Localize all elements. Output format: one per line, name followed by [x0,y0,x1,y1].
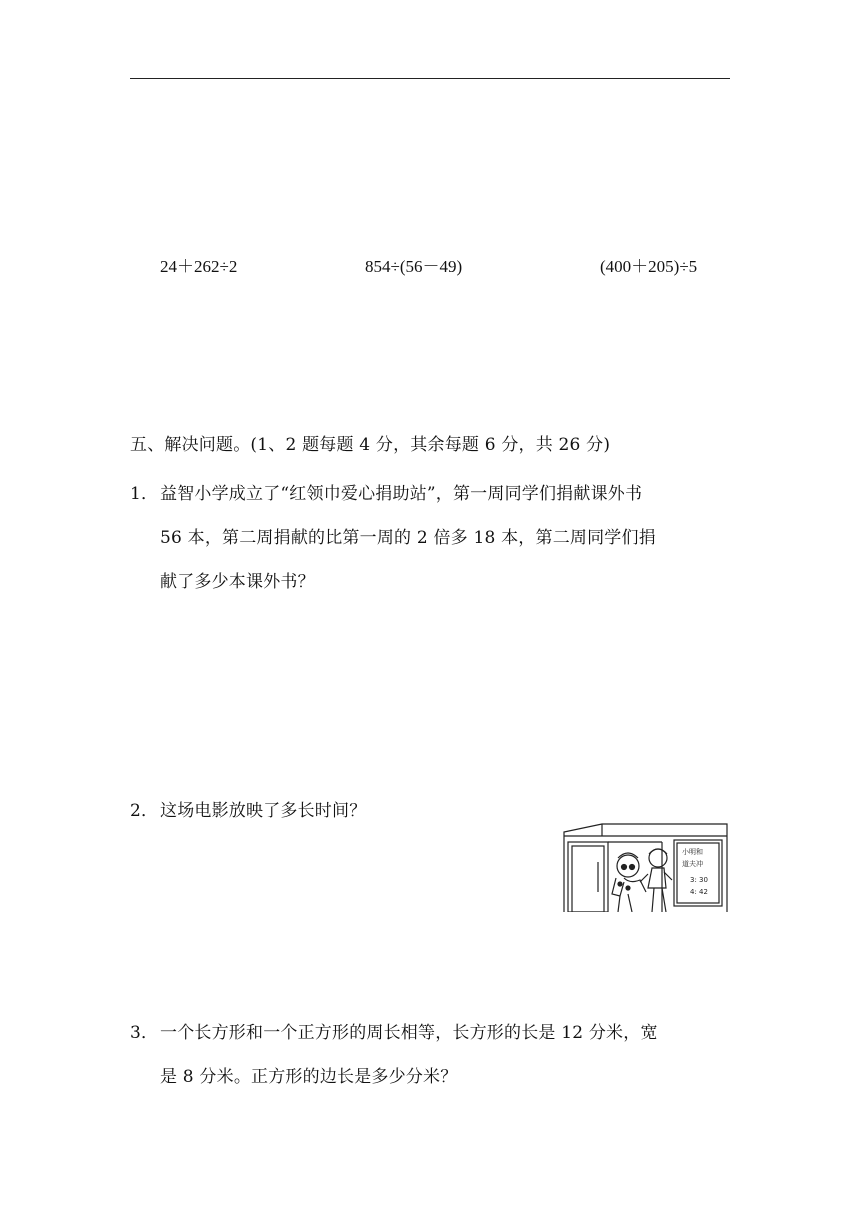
problem-2-line-1: 这场电影放映了多长时间？ [160,801,367,821]
header-rule [130,78,730,79]
problem-1-line-2: 56 本，第二周捐献的比第一周的 2 倍多 18 本，第二周同学们捐 [160,528,656,548]
sign-line-1: 小明和 [682,848,703,856]
sign-line-4: 4: 42 [690,888,708,896]
problem-3-line-1: 一个长方形和一个正方形的周长相等，长方形的长是 12 分米，宽 [160,1023,658,1043]
problem-3-number: 3． [130,1023,159,1043]
section-title: 五、解决问题。(1、2 题每题 4 分，其余每题 6 分，共 26 分) [130,435,611,455]
problem-1-number: 1． [130,484,159,504]
expression-2: 854÷(56－49) [365,257,463,276]
problem-3-line-2: 是 8 分米。正方形的边长是多少分米？ [160,1067,458,1087]
cinema-illustration [562,822,732,912]
expression-3: (400＋205)÷5 [600,257,698,276]
sign-line-2: 道夫冲 [682,860,703,868]
problem-1-line-1: 益智小学成立了“红领巾爱心捐助站”，第一周同学们捐献课外书 [160,484,643,504]
expression-1: 24＋262÷2 [160,257,238,276]
problem-1-line-3: 献了多少本课外书？ [160,572,315,592]
sign-line-3: 3: 30 [690,876,708,884]
problem-2-number: 2． [130,801,159,821]
